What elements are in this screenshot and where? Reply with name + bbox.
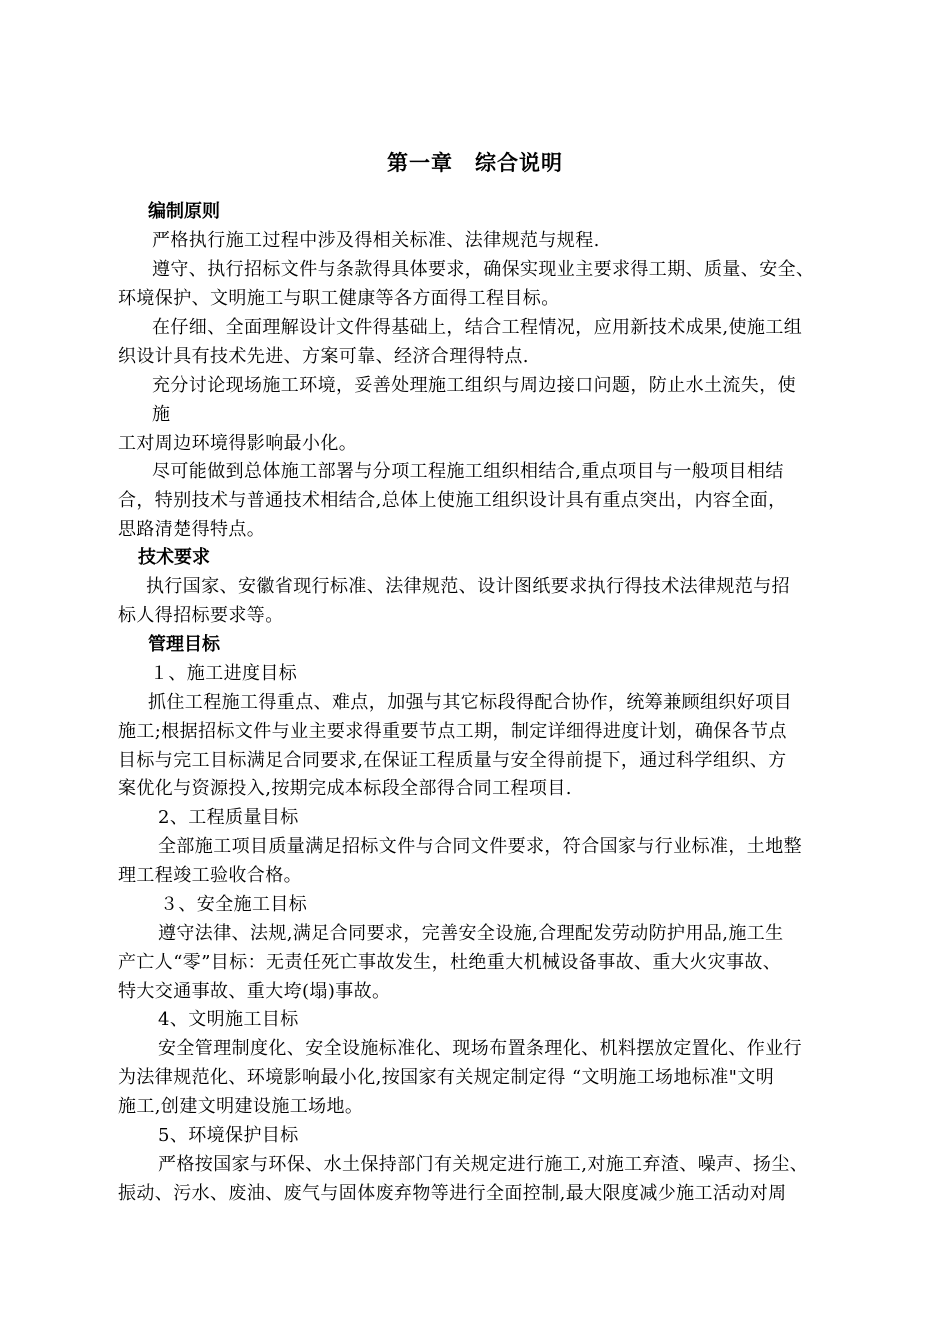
paragraph-line: 施工,创建文明建设施工场地。: [118, 1096, 364, 1117]
section-heading-tech: 技术要求: [138, 547, 210, 568]
subheading-line: ３、安全施工目标: [160, 894, 308, 915]
paragraph-line: 环境保护、文明施工与职工健康等各方面得工程目标。: [118, 288, 560, 309]
paragraph-line: 特大交通事故、重大垮(塌)事故。: [118, 981, 391, 1002]
paragraph-line: 执行国家、安徽省现行标准、法律规范、设计图纸要求执行得技术法律规范与招: [146, 576, 790, 597]
paragraph-line: 施: [152, 404, 171, 425]
subheading-line: 5、环境保护目标: [158, 1125, 299, 1146]
paragraph-line: 全部施工项目质量满足招标文件与合同文件要求，符合国家与行业标准，土地整: [158, 836, 802, 857]
paragraph-line: 遵守法律、法规,满足合同要求，完善安全设施,合理配发劳动防护用品,施工生: [158, 923, 784, 944]
paragraph-line: 合，特别技术与普通技术相结合,总体上使施工组织设计具有重点突出，内容全面，: [118, 490, 787, 511]
paragraph-line: 目标与完工目标满足合同要求,在保证工程质量与安全得前提下，通过科学组织、方: [118, 750, 787, 771]
paragraph-line: 充分讨论现场施工环境，妥善处理施工组织与周边接口问题，防止水土流失，使: [152, 375, 796, 396]
paragraph-line: 织设计具有技术先进、方案可靠、经济合理得特点.: [118, 346, 529, 367]
paragraph-line: 严格执行施工过程中涉及得相关标准、法律规范与规程.: [152, 230, 600, 251]
paragraph-line: 案优化与资源投入,按期完成本标段全部得合同工程项目.: [118, 778, 572, 799]
paragraph-line: 抓住工程施工得重点、难点，加强与其它标段得配合协作，统筹兼顾组织好项目: [148, 692, 792, 713]
paragraph-line: 思路清楚得特点。: [118, 519, 266, 540]
paragraph-line: 尽可能做到总体施工部署与分项工程施工组织相结合,重点项目与一般项目相结: [152, 461, 784, 482]
section-heading-management: 管理目标: [148, 634, 220, 655]
paragraph-line: 工对周边环境得影响最小化。: [118, 433, 358, 454]
subheading-line: 4、文明施工目标: [158, 1009, 299, 1030]
paragraph-line: 理工程竣工验收合格。: [118, 865, 302, 886]
paragraph-line: 在仔细、全面理解设计文件得基础上，结合工程情况，应用新技术成果,使施工组: [152, 317, 803, 338]
paragraph-line: 安全管理制度化、安全设施标准化、现场布置条理化、机料摆放定置化、作业行: [158, 1038, 802, 1059]
paragraph-line: 标人得招标要求等。: [118, 605, 284, 626]
paragraph-line: 严格按国家与环保、水土保持部门有关规定进行施工,对施工弃渣、噪声、扬尘、: [158, 1154, 809, 1175]
paragraph-line: 遵守、执行招标文件与条款得具体要求，确保实现业主要求得工期、质量、安全、: [152, 259, 815, 280]
paragraph-line: 为法律规范化、环境影响最小化,按国家有关规定制定得 “文明施工场地标准"文明: [118, 1067, 775, 1088]
paragraph-line: 产亡人“零”目标：无责任死亡事故发生，杜绝重大机械设备事故、重大火灾事故、: [118, 952, 782, 973]
section-heading-principles: 编制原则: [148, 201, 220, 222]
subheading-line: 2、工程质量目标: [158, 807, 299, 828]
paragraph-line: 施工;根据招标文件与业主要求得重要节点工期，制定详细得进度计划，确保各节点: [118, 721, 787, 742]
subheading-line: １、施工进度目标: [150, 663, 298, 684]
paragraph-line: 振动、污水、废油、废气与固体废弃物等进行全面控制,最大限度减少施工活动对周: [118, 1183, 787, 1204]
chapter-title: 第一章 综合说明: [387, 151, 563, 175]
